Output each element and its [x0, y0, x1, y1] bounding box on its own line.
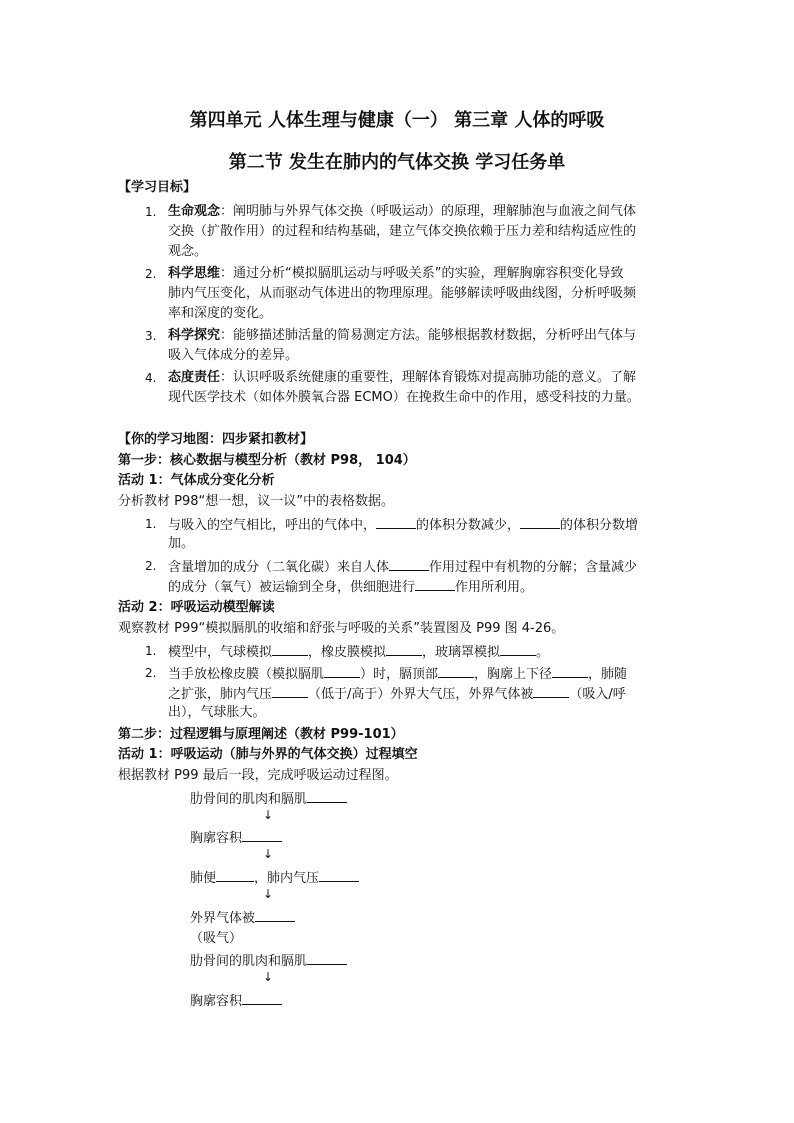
objective-text: 观念。 — [168, 244, 208, 259]
question-number: 1. — [145, 517, 157, 531]
flow-step-chest-volume — [190, 827, 282, 849]
flow-step-muscles — [190, 950, 347, 972]
objective-item — [168, 202, 636, 222]
objective-text: 交换（扩散作用）的过程和结构基础，建立气体交换依赖于压力差和结构适应性的 — [168, 224, 637, 239]
down-arrow-icon: ↓ — [263, 808, 274, 822]
objective-number: 4. — [145, 371, 157, 385]
blank-field[interactable] — [500, 641, 536, 656]
step1-activity1-intro: 分析教材 P98“想一想，议一议”中的表格数据。 — [118, 494, 394, 509]
question-text: 。 — [536, 645, 550, 660]
question-text: ）时，膈顶部 — [360, 667, 439, 682]
question-text: 的体积分数增 — [560, 518, 639, 533]
blank-field[interactable] — [415, 576, 455, 591]
question-text: 出），气球胀大。 — [168, 705, 266, 720]
blank-field[interactable] — [319, 867, 359, 882]
objective-item — [168, 326, 636, 346]
step2-activity1-intro: 根据教材 P99 最后一段，完成呼吸运动过程图。 — [118, 768, 398, 783]
flow-step-chest-volume — [190, 990, 282, 1012]
question-text: ，胸廓上下径 — [474, 667, 553, 682]
flow-step-muscles — [190, 788, 347, 810]
blank-field[interactable] — [255, 907, 295, 922]
blank-field[interactable] — [324, 663, 360, 678]
unit-title: 第四单元 人体生理与健康（一） 第三章 人体的呼吸 — [189, 110, 605, 131]
blank-field[interactable] — [438, 663, 474, 678]
question-text: ，玻璃罩模拟 — [422, 645, 501, 660]
blank-field[interactable] — [242, 990, 282, 1005]
fill-blank-question — [168, 576, 533, 598]
objective-label: 科学思维 — [168, 266, 221, 281]
question-text: 加。 — [168, 536, 195, 551]
objective-text: ：通过分析“模拟膈肌运动与呼吸关系”的实验，理解胸廓容积变化导致 — [220, 266, 624, 281]
objective-text: ：能够描述肺活量的简易测定方法。能够根据教材数据，分析呼出气体与 — [220, 328, 637, 343]
blank-field[interactable] — [242, 827, 282, 842]
blank-field[interactable] — [533, 683, 569, 698]
blank-field[interactable] — [520, 514, 560, 529]
question-text: 的成分（氧气）被运输到全身，供细胞进行 — [168, 580, 416, 595]
question-text: 含量增加的成分（二氧化碳）来自人体 — [168, 560, 390, 575]
blank-field[interactable] — [386, 641, 422, 656]
fill-blank-question — [168, 641, 549, 663]
blank-field[interactable] — [376, 514, 416, 529]
blank-field[interactable] — [272, 641, 308, 656]
flow-text: 肋骨间的肌肉和膈肌 — [190, 954, 308, 969]
blank-field[interactable] — [552, 663, 588, 678]
objective-text: ：认识呼吸系统健康的重要性，理解体育锻炼对提高肺功能的意义。了解 — [220, 370, 637, 385]
blank-field[interactable] — [389, 556, 429, 571]
fill-blank-question — [168, 683, 626, 705]
objective-label: 生命观念 — [168, 204, 221, 219]
question-number: 2. — [145, 559, 157, 573]
fill-blank-question — [168, 663, 627, 685]
flow-text: 外界气体被 — [190, 911, 256, 926]
objective-number: 1. — [145, 205, 157, 219]
question-text: 的体积分数减少， — [416, 518, 521, 533]
objective-item — [168, 368, 636, 388]
objectives-heading: 【学习目标】 — [118, 180, 197, 195]
flow-note-inhale: （吸气） — [190, 931, 243, 946]
objective-label: 科学探究 — [168, 328, 221, 343]
question-text: 模型中，气球模拟 — [168, 645, 273, 660]
objective-text: 现代医学技术（如体外膜氧合器 ECMO）在挽救生命中的作用，感受科技的力量。 — [168, 390, 640, 405]
blank-field[interactable] — [216, 867, 254, 882]
flow-text: 胸廓容积 — [190, 831, 243, 846]
question-number: 2. — [145, 666, 157, 680]
objective-text: 吸入气体成分的差异。 — [168, 348, 299, 363]
question-text: （低于/高于）外界大气压，外界气体被 — [308, 687, 534, 702]
objective-text: 肺内气压变化，从而驱动气体进出的物理原理。能够解读呼吸曲线图，分析呼吸频 — [168, 286, 637, 301]
objective-number: 3. — [145, 329, 157, 343]
section-title: 第二节 发生在肺内的气体交换 学习任务单 — [228, 152, 566, 173]
question-text: （吸入/呼 — [569, 687, 626, 702]
flow-text: ，肺内气压 — [254, 871, 320, 886]
question-text: 作用过程中有机物的分解；含量减少 — [429, 560, 638, 575]
flow-step-lungs — [190, 867, 359, 889]
objective-text: ：阐明肺与外界气体交换（呼吸运动）的原理，理解肺泡与血液之间气体 — [220, 204, 637, 219]
fill-blank-question — [168, 514, 638, 536]
flow-step-outside-air — [190, 907, 295, 929]
down-arrow-icon: ↓ — [263, 847, 274, 861]
flow-text: 胸廓容积 — [190, 994, 243, 1009]
question-text: 之扩张，肺内气压 — [168, 687, 273, 702]
step1-heading: 第一步：核心数据与模型分析（教材 P98， 104） — [118, 453, 416, 468]
objective-number: 2. — [145, 267, 157, 281]
down-arrow-icon: ↓ — [263, 887, 274, 901]
question-number: 1. — [145, 644, 157, 658]
flow-text: 肺便 — [190, 871, 217, 886]
blank-field[interactable] — [272, 683, 308, 698]
flow-text: 肋骨间的肌肉和膈肌 — [190, 792, 308, 807]
question-text: 当手放松橡皮膜（模拟膈肌 — [168, 667, 325, 682]
step1-activity1-heading: 活动 1：气体成分变化分析 — [118, 473, 275, 488]
objective-item — [168, 264, 624, 284]
step1-activity2-intro: 观察教材 P99“模拟膈肌的收缩和舒张与呼吸的关系”装置图及 P99 图 4-26。 — [118, 621, 565, 636]
step2-activity1-heading: 活动 1：呼吸运动（肺与外界的气体交换）过程填空 — [118, 747, 418, 762]
question-text: ，肺随 — [588, 667, 628, 682]
blank-field[interactable] — [307, 788, 347, 803]
question-text: 与吸入的空气相比，呼出的气体中， — [168, 518, 377, 533]
blank-field[interactable] — [307, 950, 347, 965]
step1-activity2-heading: 活动 2：呼吸运动模型解读 — [118, 600, 275, 615]
step2-heading: 第二步：过程逻辑与原理阐述（教材 P99-101） — [118, 727, 404, 742]
objective-label: 态度责任 — [168, 370, 221, 385]
question-text: 作用所利用。 — [455, 580, 534, 595]
objective-text: 率和深度的变化。 — [168, 306, 273, 321]
learning-map-heading: 【你的学习地图：四步紧扣教材】 — [118, 432, 314, 447]
question-text: ，橡皮膜模拟 — [308, 645, 387, 660]
fill-blank-question — [168, 556, 637, 578]
down-arrow-icon: ↓ — [263, 970, 274, 984]
